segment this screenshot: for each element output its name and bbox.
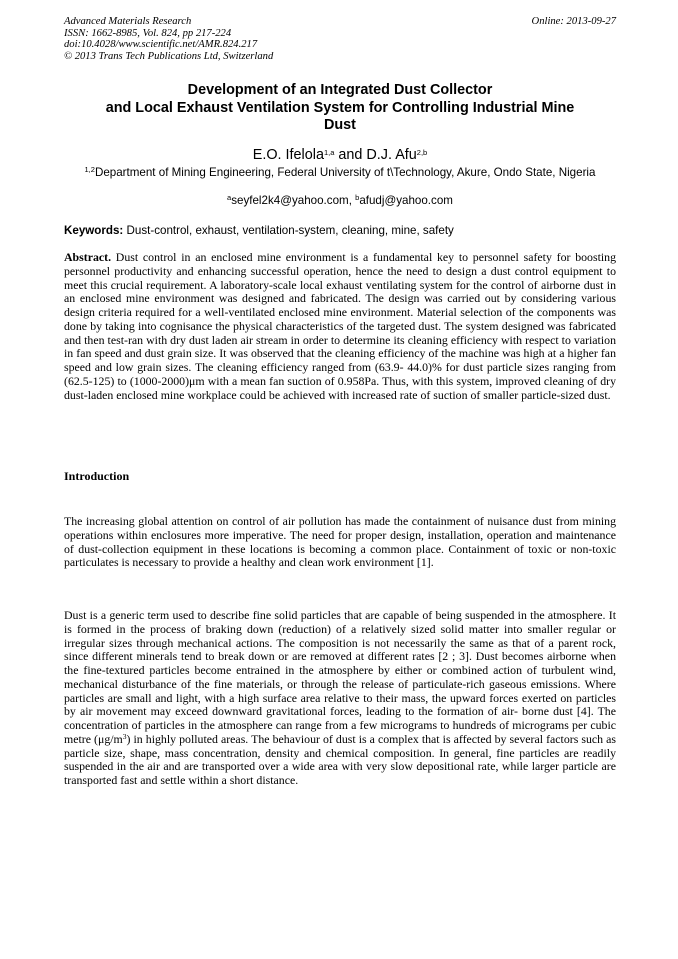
journal-name: Advanced Materials Research	[64, 16, 192, 27]
title-line-1: Development of an Integrated Dust Collector	[187, 82, 493, 98]
author-1: E.O. Ifelola	[252, 147, 324, 163]
title-line-3: Dust	[324, 117, 356, 134]
author-and: and	[334, 147, 367, 163]
email-b-sup: b	[355, 193, 360, 202]
journal-header	[64, 16, 616, 62]
author-1-sup: 1,a	[323, 148, 335, 157]
email-a-sup: a	[227, 193, 232, 202]
abstract	[64, 251, 616, 402]
intro-paragraph-1: The increasing global attention on control of air pollution has made the containment of nuisance dust from mining operations within enclosures more imperative. The need for proper design, installation, operation and maintenance of dust-collection equipment in these locations is becoming a common place. Containment of toxic or non-toxic particulates is necessary to provide a healthy and clean work environment [1].	[64, 514, 616, 570]
email-a: seyfel2k4@yahoo.com	[231, 194, 349, 207]
affiliation	[64, 166, 616, 180]
copyright-line: © 2013 Trans Tech Publications Ltd, Switzerland	[64, 50, 274, 62]
online-date: Online: 2013-09-27	[531, 16, 616, 27]
title-line-2: and Local Exhaust Ventilation System for Controlling Industrial Mine	[105, 99, 575, 116]
keywords-label: Keywords:	[64, 224, 124, 237]
issn-line: ISSN: 1662-8985, Vol. 824, pp 217-224	[64, 27, 232, 39]
abstract-text: Dust control in an enclosed mine environment is a fundamental key to personnel safety for boosting personnel productivity and enhancing successful operation, hence the need to design a dust control equipment to meet this crucial requirement. A laboratory-scale local exhaust ventilating system for the control of airborne dust in an enclosed mine environment was designed and fabricated. The design was carried out by considering various design criteria required for a well-ventilated enclosed mine environment. Material selection of the components was done by taking into cognisance the physical characteristics of the targeted dust. The system designed was fabricated and then test-ran with dry dust laden air stream in order to determine its cleaning efficiency with respect to variation in fan speed and dust grain size. It was observed that the cleaning efficiency of the machine was high at a higher fan speed and low grain sizes. The cleaning efficiency ranged from (63.9- 44.0)% for dust particle sizes ranging from (62.5-125) to (1000-2000)μm with a mean fan suction of 0.958Pa. Thus, with this system, improved cleaning of dry dust-laden enclosed mine workplace could be achieved with increased rate of suction of smaller particle-sized dust.	[64, 250, 616, 402]
keywords	[64, 224, 616, 238]
email-separator: ,	[348, 194, 356, 207]
keywords-text: Dust-control, exhaust, ventilation-system, cleaning, mine, safety	[123, 224, 454, 237]
doi-line: doi:10.4028/www.scientific.net/AMR.824.217	[64, 39, 258, 51]
affiliation-text: Department of Mining Engineering, Federal University of t\Technology, Akure, Ondo State, Nigeria	[94, 166, 596, 179]
intro-paragraph-2-part-a: Dust is a generic term used to describe fine solid particles that are capable of being suspended in the atmosphere. It is formed in the process of braking down (reduction) of a relatively sized solid matter into smaller regular or irregular sizes through mechanical actions. The composition is not necessarily the same as that of a parent rock, since different minerals tend to break down or are removed at different rates [2 ; 3]. Dust becomes airborne when the fine-textured particles become entrained in the atmosphere by either or combined action of turbulent wind, mechanical disturbance of the fine materials, or through the release of particulate-rich gaseous emissions. Where particles are small and light, with a high surface area relative to their mass, the upward forces exerted on particles by air movement may exceed downward gravitational forces, leading to the formation of air- borne dust [4]. The concentration of particles in the atmosphere can range from a few micrograms to hundreds of micrograms per cubic metre (μg/m	[64, 608, 616, 746]
intro-paragraph-2-part-b: ) in highly polluted areas. The behaviour of dust is a complex that is affected by several factors such as particle size, shape, mass concentration, density and chemical composition. In general, fine particles are readily suspended in the air and are transported over a wide area with very slow depositional rate, while larger particle are transported fast and settle within a short distance.	[64, 731, 616, 787]
author-emails	[64, 194, 616, 208]
email-b: afudj@yahoo.com	[359, 194, 453, 207]
author-2-sup: 2,b	[416, 148, 428, 157]
authors	[64, 146, 616, 164]
author-2: D.J. Afu	[366, 147, 417, 163]
affiliation-sup: 1,2	[84, 165, 95, 174]
paper-title	[64, 82, 616, 135]
unit-superscript: 3	[122, 731, 127, 741]
abstract-label: Abstract.	[64, 250, 112, 264]
introduction-heading: Introduction	[64, 469, 130, 483]
intro-paragraph-2	[64, 609, 616, 788]
